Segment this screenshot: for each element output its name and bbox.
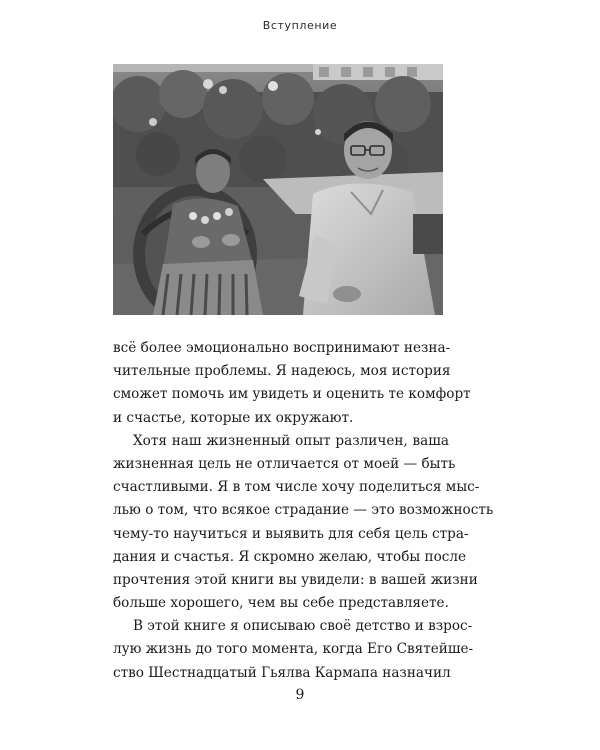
text-line: дания и счастья. Я скромно желаю, чтобы после [113, 548, 467, 565]
text-line: ство Шестнадцатый Гьялва Кармапа назначил [113, 664, 451, 681]
text-line: лую жизнь до того момента, когда Его Святейше- [113, 641, 474, 658]
text-line: прочтения этой книги вы увидели: в вашей жизни [113, 571, 478, 588]
page-number: 9 [295, 687, 305, 703]
paragraph [113, 337, 471, 430]
text-line: чительные проблемы. Я надеюсь, моя история [113, 363, 451, 380]
text-line: Хотя наш жизненный опыт различен, ваша [133, 432, 449, 449]
text-line: лью о том, что всякое страдание — это возможность [113, 502, 494, 519]
text-line: чему-то научиться и выявить для себя цель стра- [113, 525, 469, 542]
text-line: сможет помочь им увидеть и оценить те комфорт [113, 386, 471, 403]
text-line: и счастье, которые их окружают. [113, 409, 354, 426]
paragraph [113, 615, 474, 685]
text-line: В этой книге я описываю своё детство и взрос- [133, 618, 473, 635]
photo-illustration [113, 64, 443, 315]
paragraph [113, 430, 494, 616]
body-text [113, 337, 494, 685]
text-line: счастливыми. Я в том числе хочу поделиться мыс- [113, 479, 480, 496]
text-line: всё более эмоционально воспринимают незна- [113, 340, 451, 356]
text-line: жизненная цель не отличается от моей — быть [113, 455, 456, 472]
text-line: больше хорошего, чем вы себе представляете. [113, 595, 449, 612]
running-head: Вступление [262, 19, 338, 32]
photo [113, 64, 443, 315]
